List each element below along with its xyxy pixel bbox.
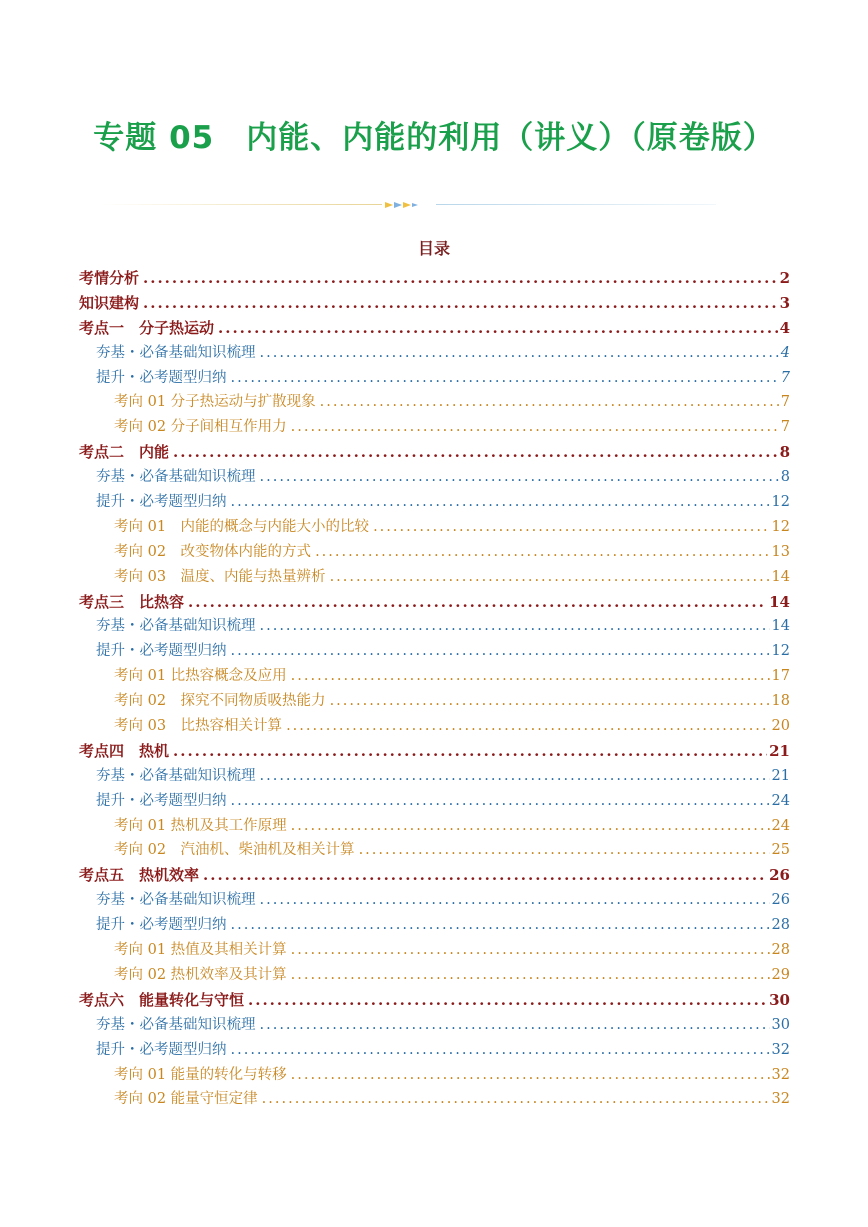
toc-leader-dots <box>188 590 767 615</box>
toc-entry-page: 24 <box>771 817 790 834</box>
toc-entry-title: 考向 01 内能的概念与内能大小的比较 <box>114 518 370 535</box>
toc-leader-dots <box>260 465 779 490</box>
toc-entry-title: 考向 01 热机及其工作原理 <box>114 817 287 834</box>
toc-entry-level2[interactable] <box>79 789 790 814</box>
toc-entry-level3[interactable] <box>79 714 790 739</box>
toc-entry-page: 32 <box>771 1041 790 1058</box>
toc-entry-level3[interactable] <box>79 1063 790 1088</box>
toc-leader-dots <box>320 390 779 415</box>
toc-entry-level3[interactable] <box>79 565 790 590</box>
toc-entry-title: 考向 01 分子热运动与扩散现象 <box>114 394 316 411</box>
toc-entry-level3[interactable] <box>79 814 790 839</box>
toc-entry-level2[interactable] <box>79 888 790 913</box>
toc-entry-level1[interactable] <box>79 988 790 1013</box>
toc-leader-dots <box>373 515 769 540</box>
toc-entry-level3[interactable] <box>79 664 790 689</box>
toc-entry-level3[interactable] <box>79 390 790 415</box>
toc-leader-dots <box>231 913 770 938</box>
toc-entry-title: 考向 03 比热容相关计算 <box>114 718 283 735</box>
toc-entry-title: 夯基・必备基础知识梳理 <box>96 892 256 909</box>
toc-leader-dots <box>291 1063 770 1088</box>
toc-leader-dots <box>330 565 770 590</box>
toc-entry-level1[interactable] <box>79 440 790 465</box>
arrow-ornament-icon <box>385 200 425 210</box>
toc-entry-page: 12 <box>771 494 790 511</box>
toc-entry-title: 提升・必考题型归纳 <box>96 643 227 660</box>
toc-leader-dots <box>262 1087 770 1112</box>
toc-entry-title: 夯基・必备基础知识梳理 <box>96 767 256 784</box>
toc-leader-dots <box>143 266 778 291</box>
toc-entry-page: 32 <box>771 1066 790 1083</box>
toc-entry-level3[interactable] <box>79 963 790 988</box>
toc-entry-page: 4 <box>780 344 790 361</box>
toc-entry-level3[interactable] <box>79 515 790 540</box>
toc-entry-title: 提升・必考题型归纳 <box>96 369 227 386</box>
toc-entry-level3[interactable] <box>79 1087 790 1112</box>
toc-leader-dots <box>286 714 769 739</box>
toc-entry-title: 提升・必考题型归纳 <box>96 1041 227 1058</box>
toc-leader-dots <box>231 1038 770 1063</box>
toc-entry-level2[interactable] <box>79 490 790 515</box>
toc-entry-title: 考向 01 能量的转化与转移 <box>114 1066 287 1083</box>
toc-leader-dots <box>218 316 778 341</box>
toc-entry-level2[interactable] <box>79 1038 790 1063</box>
toc-entry-level1[interactable] <box>79 291 790 316</box>
toc-leader-dots <box>359 838 770 863</box>
toc-entry-title: 考向 02 分子间相互作用力 <box>114 419 287 436</box>
toc-entry-page: 21 <box>769 741 790 760</box>
toc-entry-title: 考点三 比热容 <box>79 592 185 611</box>
toc-heading: 目录 <box>417 239 450 258</box>
toc-entry-page: 12 <box>771 518 790 535</box>
toc-entry-page: 7 <box>780 419 790 436</box>
toc-entry-page: 14 <box>771 568 790 585</box>
toc-entry-page: 24 <box>771 792 790 809</box>
toc-entry-page: 3 <box>779 293 790 312</box>
toc-leader-dots <box>260 764 770 789</box>
toc-entry-title: 考向 02 汽油机、柴油机及相关计算 <box>114 842 355 859</box>
toc-entry-page: 26 <box>771 892 790 909</box>
toc-entry-level2[interactable] <box>79 465 790 490</box>
toc-entry-title: 考向 02 热机效率及其计算 <box>114 966 287 983</box>
toc-entry-level3[interactable] <box>79 838 790 863</box>
toc-entry-level2[interactable] <box>79 614 790 639</box>
toc-entry-level3[interactable] <box>79 938 790 963</box>
toc-entry-title: 夯基・必备基础知识梳理 <box>96 618 256 635</box>
toc-entry-title: 考点五 热机效率 <box>79 866 200 885</box>
toc-entry-level2[interactable] <box>79 366 790 391</box>
toc-entry-title: 考点四 热机 <box>79 741 170 760</box>
toc-entry-title: 考向 01 比热容概念及应用 <box>114 668 287 685</box>
toc-entry-page: 7 <box>780 369 790 386</box>
toc-entry-page: 4 <box>779 318 790 337</box>
divider-line-right <box>436 204 716 205</box>
toc-entry-title: 考向 02 探究不同物质吸热能力 <box>114 693 326 710</box>
toc-leader-dots <box>248 988 767 1013</box>
toc-entry-level1[interactable] <box>79 316 790 341</box>
toc-entry-level2[interactable] <box>79 1013 790 1038</box>
toc-entry-title: 知识建构 <box>79 293 140 312</box>
table-of-contents <box>79 266 790 1112</box>
title-divider <box>100 200 716 210</box>
toc-entry-page: 18 <box>771 693 790 710</box>
toc-leader-dots <box>315 540 769 565</box>
toc-entry-page: 25 <box>771 842 790 859</box>
toc-entry-title: 考向 02 能量守恒定律 <box>114 1091 258 1108</box>
toc-leader-dots <box>143 291 778 316</box>
toc-entry-page: 2 <box>779 269 790 287</box>
toc-leader-dots <box>173 440 778 465</box>
toc-leader-dots <box>291 938 770 963</box>
toc-leader-dots <box>291 814 770 839</box>
toc-entry-page: 8 <box>780 469 790 486</box>
toc-leader-dots <box>203 863 767 888</box>
toc-entry-page: 28 <box>771 942 790 959</box>
toc-leader-dots <box>330 689 770 714</box>
toc-leader-dots <box>231 366 779 391</box>
toc-entry-page: 12 <box>771 643 790 660</box>
toc-entry-title: 考点一 分子热运动 <box>79 318 215 337</box>
toc-entry-title: 夯基・必备基础知识梳理 <box>96 469 256 486</box>
toc-entry-title: 夯基・必备基础知识梳理 <box>96 344 256 361</box>
toc-entry-level2[interactable] <box>79 341 790 366</box>
toc-entry-page: 29 <box>771 966 790 983</box>
toc-leader-dots <box>260 614 770 639</box>
toc-entry-level1[interactable] <box>79 863 790 888</box>
toc-leader-dots <box>173 739 767 764</box>
toc-leader-dots <box>260 1013 770 1038</box>
toc-entry-title: 夯基・必备基础知识梳理 <box>96 1016 256 1033</box>
toc-leader-dots <box>231 490 770 515</box>
toc-entry-page: 30 <box>769 990 790 1009</box>
toc-entry-level2[interactable] <box>79 639 790 664</box>
toc-entry-level1[interactable] <box>79 266 790 291</box>
toc-leader-dots <box>260 888 770 913</box>
toc-leader-dots <box>231 639 770 664</box>
toc-entry-title: 考向 01 热值及其相关计算 <box>114 942 287 959</box>
toc-leader-dots <box>291 415 779 440</box>
toc-entry-title: 考向 03 温度、内能与热量辨析 <box>114 568 326 585</box>
toc-entry-page: 21 <box>771 767 790 784</box>
toc-entry-page: 32 <box>771 1091 790 1108</box>
toc-entry-title: 提升・必考题型归纳 <box>96 494 227 511</box>
toc-entry-page: 7 <box>780 394 790 411</box>
toc-leader-dots <box>231 789 770 814</box>
toc-entry-page: 28 <box>771 917 790 934</box>
toc-entry-page: 30 <box>771 1016 790 1033</box>
divider-line-left <box>100 204 382 205</box>
toc-entry-title: 考情分析 <box>79 269 140 287</box>
toc-entry-title: 提升・必考题型归纳 <box>96 917 227 934</box>
toc-leader-dots <box>291 664 770 689</box>
toc-entry-page: 26 <box>769 866 790 885</box>
toc-entry-title: 考向 02 改变物体内能的方式 <box>114 543 312 560</box>
document-title: 专题 05 内能、内能的利用（讲义）（原卷版） <box>93 120 775 156</box>
toc-entry-level1[interactable] <box>79 739 790 764</box>
toc-entry-title: 提升・必考题型归纳 <box>96 792 227 809</box>
toc-entry-page: 8 <box>779 443 790 462</box>
toc-entry-level3[interactable] <box>79 540 790 565</box>
toc-entry-level1[interactable] <box>79 590 790 615</box>
toc-entry-level3[interactable] <box>79 689 790 714</box>
toc-entry-level3[interactable] <box>79 415 790 440</box>
toc-entry-title: 考点六 能量转化与守恒 <box>79 990 245 1009</box>
toc-entry-page: 14 <box>769 592 790 611</box>
toc-entry-title: 考点二 内能 <box>79 443 170 462</box>
toc-entry-page: 20 <box>771 718 790 735</box>
toc-leader-dots <box>291 963 770 988</box>
toc-entry-level2[interactable] <box>79 913 790 938</box>
toc-entry-page: 14 <box>771 618 790 635</box>
toc-entry-page: 17 <box>771 668 790 685</box>
toc-leader-dots <box>260 341 779 366</box>
toc-entry-page: 13 <box>771 543 790 560</box>
toc-entry-level2[interactable] <box>79 764 790 789</box>
